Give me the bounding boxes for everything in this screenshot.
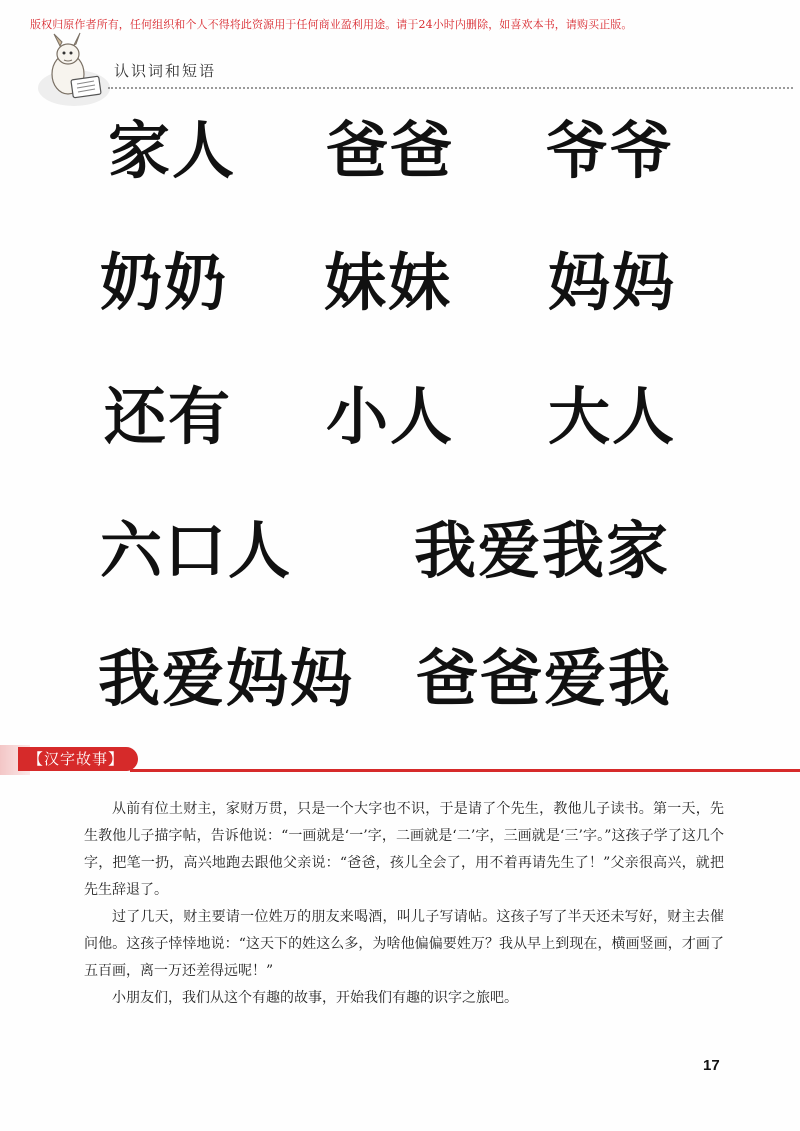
goat-reading-illustration	[34, 30, 114, 108]
word-row-4	[0, 514, 800, 590]
story-label: 【汉字故事】	[18, 747, 138, 771]
story-banner	[0, 745, 800, 775]
word-item: 家人	[108, 114, 237, 187]
word-item: 六口人	[100, 514, 293, 587]
word-item: 小人	[326, 380, 455, 453]
copyright-notice: 版权归原作者所有，任何组织和个人不得将此资源用于任何商业盈利用途。请于24小时内删除，如喜欢本书，请购买正版。	[30, 18, 633, 31]
word-row-2	[0, 246, 800, 322]
word-item: 我爱妈妈	[98, 642, 355, 715]
word-item: 还有	[104, 380, 233, 453]
word-item: 我爱我家	[414, 514, 671, 587]
word-item: 妹妹	[324, 246, 453, 319]
word-item: 大人	[548, 380, 677, 453]
story-paragraph: 从前有位土财主，家财万贯，只是一个大字也不识，于是请了个先生，教他儿子读书。第一天，先生教他儿子描字帖，告诉他说：“一画就是‘一’字，二画就是‘二’字，三画就是‘三’字。”这孩子学了这几个字，把笔一扔，高兴地跑去跟他父亲说：“爸爸，孩儿全会了，用不着再请先生了！”父亲很高兴，就把先生辞退了。	[84, 801, 724, 898]
word-item: 爸爸爱我	[416, 642, 673, 715]
section-divider	[108, 87, 793, 89]
word-item: 爷爷	[546, 114, 675, 187]
word-row-3	[0, 380, 800, 456]
word-item: 爸爸	[326, 114, 455, 187]
word-item: 奶奶	[100, 246, 229, 319]
word-item: 妈妈	[548, 246, 677, 319]
page-number: 17	[703, 1057, 720, 1074]
story-paragraph: 小朋友们，我们从这个有趣的故事，开始我们有趣的识字之旅吧。	[112, 990, 518, 1006]
word-row-5	[0, 642, 800, 718]
banner-rule	[130, 769, 800, 772]
story-paragraph: 过了几天，财主要请一位姓万的朋友来喝酒，叫儿子写请帖。这孩子写了半天还未写好，财主去催问他。这孩子悻悻地说：“这天下的姓这么多，为啥他偏偏要姓万？我从早上到现在，横画竖画，才画了五百画，离一万还差得远呢！”	[84, 909, 724, 979]
story-text	[84, 796, 724, 1012]
word-row-1	[0, 114, 800, 190]
section-title: 认识词和短语	[114, 62, 217, 80]
